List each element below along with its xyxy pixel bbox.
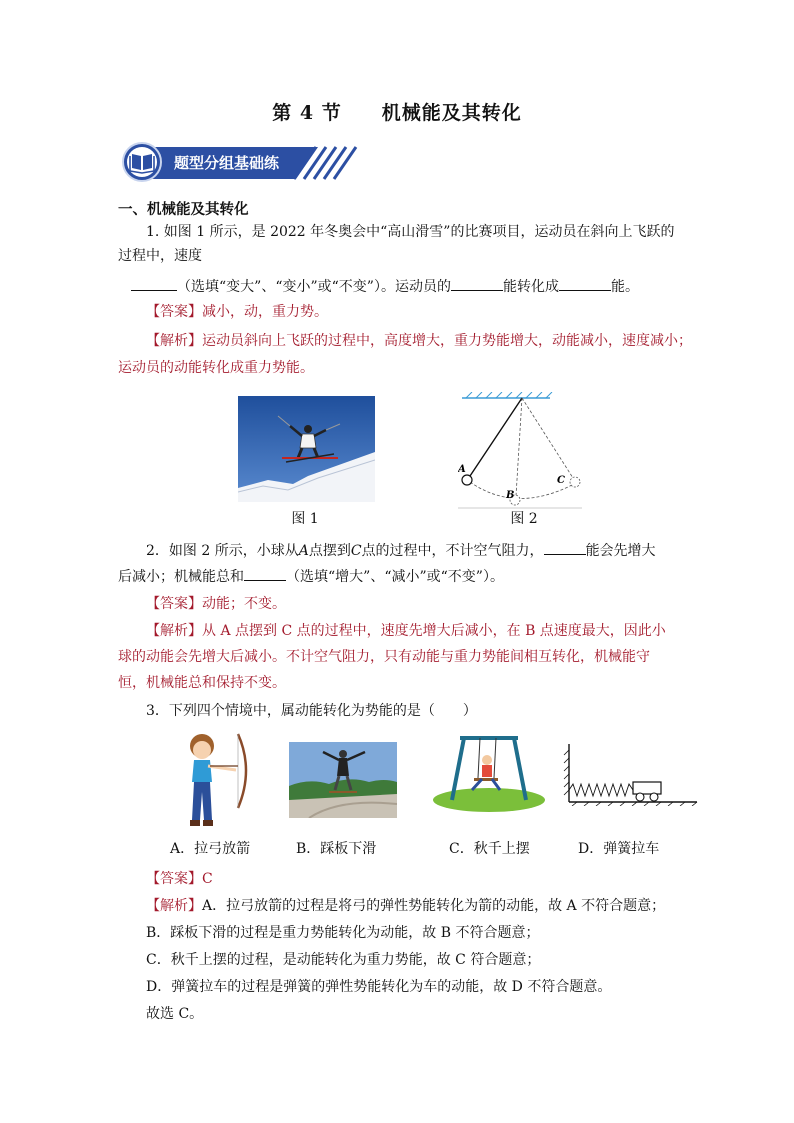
- q3-stem: 3．下列四个情境中，属动能转化为势能的是（ ）: [146, 703, 477, 719]
- q2-analysis-cont: 球的动能会先增大后减小。不计空气阻力，只有动能与重力势能间相互转化，机械能守: [118, 649, 650, 665]
- q3-analysis-a: 【解析】A．拉弓放箭的过程是将弓的弹性势能转化为箭的动能，故 A 不符合题意；: [146, 898, 666, 914]
- answer-blank[interactable]: [451, 276, 503, 291]
- topic-title: 机械能及其转化: [381, 102, 522, 124]
- option-b[interactable]: B．踩板下滑: [296, 841, 377, 857]
- q1-line3: （选填“变大”、“变小”或“不变”）。运动员的 能转化成 能。: [131, 276, 711, 297]
- option-a[interactable]: A．拉弓放箭: [170, 841, 251, 857]
- section-number: 第 4 节: [272, 102, 342, 124]
- swing-illustration: [432, 734, 546, 812]
- q1-answer: 【答案】减小，动，重力势。: [146, 304, 328, 320]
- answer-blank[interactable]: [244, 566, 286, 581]
- q3-analysis-b: B．踩板下滑的过程是重力势能转化为动能，故 B 不符合题意；: [146, 925, 540, 941]
- option-d[interactable]: D．弹簧拉车: [578, 841, 660, 857]
- q1-line2: 过程中，速度: [118, 248, 202, 264]
- point-a-label: A: [458, 464, 466, 475]
- page-title: [0, 98, 794, 125]
- q3-analysis-d: D．弹簧拉车的过程是弹簧的弹性势能转化为车的动能，故 D 不符合题意。: [146, 979, 612, 995]
- q2-answer: 【答案】动能；不变。: [146, 596, 286, 612]
- point-b-label: B: [506, 490, 515, 501]
- skier-photo: [238, 396, 375, 502]
- q3-analysis-c: C．秋千上摆的过程，是动能转化为重力势能，故 C 符合题意；: [146, 952, 541, 968]
- q2-analysis-cont: 恒，机械能总和保持不变。: [118, 675, 286, 691]
- point-c-label: C: [557, 475, 565, 486]
- q3-conclusion: 故选 C。: [146, 1006, 204, 1022]
- archer-illustration: [180, 730, 252, 830]
- banner-label: 题型分组基础练: [174, 154, 280, 172]
- q2-line1: 2．如图 2 所示，小球从A点摆到C点的过程中，不计空气阻力， 能会先增大: [146, 540, 726, 561]
- q2-analysis: 【解析】从 A 点摆到 C 点的过程中，速度先增大后减小，在 B 点速度最大，因此小: [146, 623, 666, 639]
- skateboard-photo: [289, 742, 397, 818]
- section-heading: 一、机械能及其转化: [118, 201, 249, 218]
- q1-line1: 1. 如图 1 所示，是 2022 年冬奥会中“高山滑雪”的比赛项目，运动员在斜向上飞跃的: [146, 224, 675, 240]
- figure-2-caption: 图 2: [510, 511, 538, 527]
- q3-answer: 【答案】C: [146, 871, 213, 887]
- answer-blank[interactable]: [544, 540, 586, 555]
- spring-cart-diagram: [563, 744, 699, 806]
- figure-1-caption: 图 1: [291, 511, 319, 527]
- pendulum-diagram: [458, 392, 588, 510]
- answer-blank[interactable]: [559, 276, 611, 291]
- answer-blank[interactable]: [131, 276, 177, 291]
- option-c[interactable]: C．秋千上摆: [449, 841, 530, 857]
- q1-analysis: 【解析】运动员斜向上飞跃的过程中，高度增大，重力势能增大，动能减小，速度减小；: [146, 333, 692, 349]
- q1-analysis-cont: 运动员的动能转化成重力势能。: [118, 360, 314, 376]
- q2-line2: 后减小；机械能总和 （选填“增大”、“减小”或“不变”）。: [118, 566, 698, 587]
